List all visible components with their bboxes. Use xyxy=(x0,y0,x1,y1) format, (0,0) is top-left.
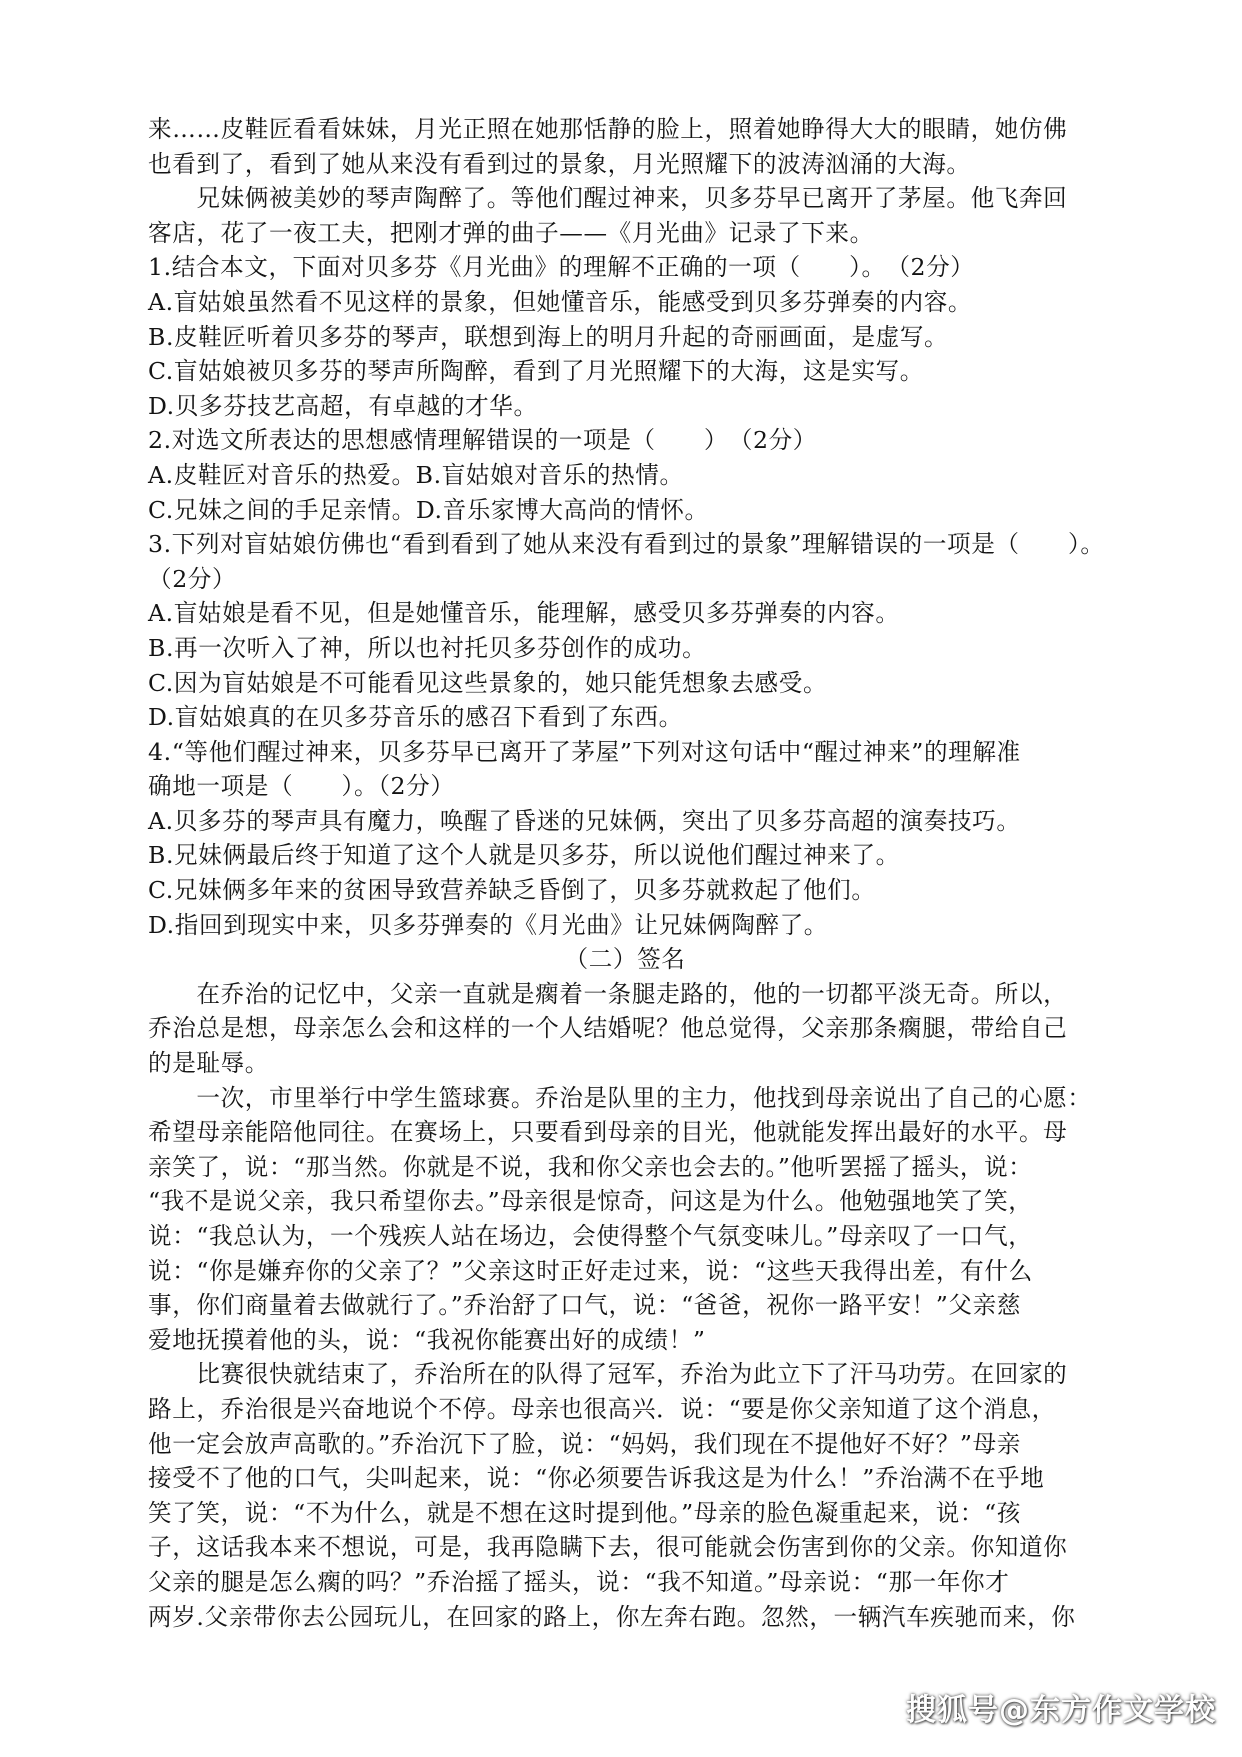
question-3-score: （2分） xyxy=(148,564,237,593)
text-line: 他一定会放声高歌的。”乔治沉下了脸，说：“妈妈，我们现在不提他好不好？”母亲 xyxy=(148,1429,1021,1458)
question-2-options-cd: C.兄妹之间的手足亲情。D.音乐家博大高尚的情怀。 xyxy=(148,495,709,524)
question-4-option-c: C.兄妹俩多年来的贫困导致营养缺乏昏倒了，贝多芬就救起了他们。 xyxy=(148,876,876,905)
question-3-option-b: B.再一次听入了神，所以也衬托贝多芬创作的成功。 xyxy=(148,633,707,662)
question-1-option-d: D.贝多芬技艺高超，有卓越的才华。 xyxy=(148,391,538,420)
question-4-option-d: D.指回到现实中来，贝多芬弹奏的《月光曲》让兄妹俩陶醉了。 xyxy=(148,910,829,939)
question-3-option-d: D.盲姑娘真的在贝多芬音乐的感召下看到了东西。 xyxy=(148,703,683,732)
text-line: 客店，花了一夜工夫，把刚才弹的曲子——《月光曲》记录了下来。 xyxy=(148,218,874,247)
question-1: 1.结合本文，下面对贝多芬《月光曲》的理解不正确的一项（ ）。 （2分） xyxy=(148,253,975,282)
text-line: 说：“我总认为，一个残疾人站在场边，会使得整个气氛变味儿。”母亲叹了一口气， xyxy=(148,1222,1033,1250)
text-line: 说：“你是嫌弃你的父亲了？”父亲这时正好走过来，说：“这些天我得出差，有什么 xyxy=(148,1256,1033,1285)
text-line: 也看到了，看到了她从来没有看到过的景象，月光照耀下的波涛汹涌的大海。 xyxy=(148,149,971,178)
text-line: “我不是说父亲，我只希望你去。”母亲很是惊奇，问这是为什么。他勉强地笑了笑， xyxy=(148,1187,1033,1216)
question-4: 4.“等他们醒过神来，贝多芬早已离开了茅屋”下列对这句话中“醒过神来”的理解准 xyxy=(148,737,1021,766)
text-line: 子，这话我本来不想说，可是，我再隐瞒下去，很可能就会伤害到你的父亲。你知道你 xyxy=(148,1533,1068,1562)
question-1-option-c: C.盲姑娘被贝多芬的琴声所陶醉，看到了月光照耀下的大海，这是实写。 xyxy=(148,357,924,386)
text-line: 两岁.父亲带你去公园玩儿，在回家的路上，你左奔右跑。忽然，一辆汽车疾驰而来，你 xyxy=(148,1602,1076,1631)
text-line: 在乔治的记忆中，父亲一直就是瘸着一条腿走路的，他的一切都平淡无奇。所以， xyxy=(148,979,1068,1008)
text-line: 接受不了他的口气，尖叫起来，说：“你必须要告诉我这是为什么！”乔治满不在乎地 xyxy=(148,1464,1045,1493)
text-line: 比赛很快就结束了，乔治所在的队得了冠军，乔治为此立下了汗马功劳。在回家的 xyxy=(148,1360,1068,1389)
text-line: 亲笑了，说：“那当然。你就是不说，我和你父亲也会去的。”他听罢摇了摇头，说： xyxy=(148,1152,1033,1181)
question-4-continued: 确地一项是（ ）。（2分） xyxy=(148,772,455,801)
text-line: 一次，市里举行中学生篮球赛。乔治是队里的主力，他找到母亲说出了自己的心愿： xyxy=(148,1083,1092,1112)
text-line: 事，你们商量着去做就行了。”乔治舒了口气，说：“爸爸，祝你一路平安！”父亲慈 xyxy=(148,1291,1021,1320)
text-line: 爱地抚摸着他的头，说：“我祝你能赛出好的成绩！” xyxy=(148,1325,706,1354)
text-line: 笑了笑，说：“不为什么，就是不想在这时提到他。”母亲的脸色凝重起来，说：“孩 xyxy=(148,1498,1021,1527)
text-line: 希望母亲能陪他同往。在赛场上，只要看到母亲的目光，他就能发挥出最好的水平。母 xyxy=(148,1118,1068,1147)
section-title: （二）签名 xyxy=(564,945,686,974)
question-1-option-b: B.皮鞋匠听着贝多芬的琴声，联想到海上的明月升起的奇丽画面，是虚写。 xyxy=(148,322,949,351)
question-1-option-a: A.盲姑娘虽然看不见这样的景象，但她懂音乐，能感受到贝多芬弹奏的内容。 xyxy=(148,287,973,316)
watermark: 搜狐号@东方作文学校 xyxy=(906,1693,1216,1728)
text-line: 路上，乔治很是兴奋地说个不停。母亲也很高兴．说：“要是你父亲知道了这个消息， xyxy=(148,1394,1056,1423)
text-line: 乔治总是想，母亲怎么会和这样的一个人结婚呢？他总觉得，父亲那条瘸腿，带给自己 xyxy=(148,1014,1068,1043)
question-3: 3.下列对盲姑娘仿佛也“看到看到了她从来没有看到过的景象”理解错误的一项是（ ）。 xyxy=(148,530,1105,559)
text-line: 父亲的腿是怎么瘸的吗？”乔治摇了摇头，说：“我不知道。”母亲说：“那一年你才 xyxy=(148,1567,1010,1596)
question-2-options-ab: A.皮鞋匠对音乐的热爱。B.盲姑娘对音乐的热情。 xyxy=(148,460,684,489)
question-3-option-c: C.因为盲姑娘是不可能看见这些景象的，她只能凭想象去感受。 xyxy=(148,668,828,697)
text-line: 的是耻辱。 xyxy=(148,1049,269,1078)
question-2: 2.对选文所表达的思想感情理解错误的一项是（ ） （2分） xyxy=(148,426,817,455)
text-line: 来……皮鞋匠看看妹妹，月光正照在她那恬静的脸上，照着她睁得大大的眼睛，她仿佛 xyxy=(148,115,1068,143)
question-3-option-a: A.盲姑娘是看不见，但是她懂音乐，能理解，感受贝多芬弹奏的内容。 xyxy=(148,599,900,628)
question-4-option-a: A.贝多芬的琴声具有魔力，唤醒了昏迷的兄妹俩，突出了贝多芬高超的演奏技巧。 xyxy=(148,806,1021,835)
text-line: 兄妹俩被美妙的琴声陶醉了。等他们醒过神来，贝多芬早已离开了茅屋。他飞奔回 xyxy=(148,184,1068,213)
document-body xyxy=(148,112,1105,1634)
question-4-option-b: B.兄妹俩最后终于知道了这个人就是贝多芬，所以说他们醒过神来了。 xyxy=(148,841,900,870)
